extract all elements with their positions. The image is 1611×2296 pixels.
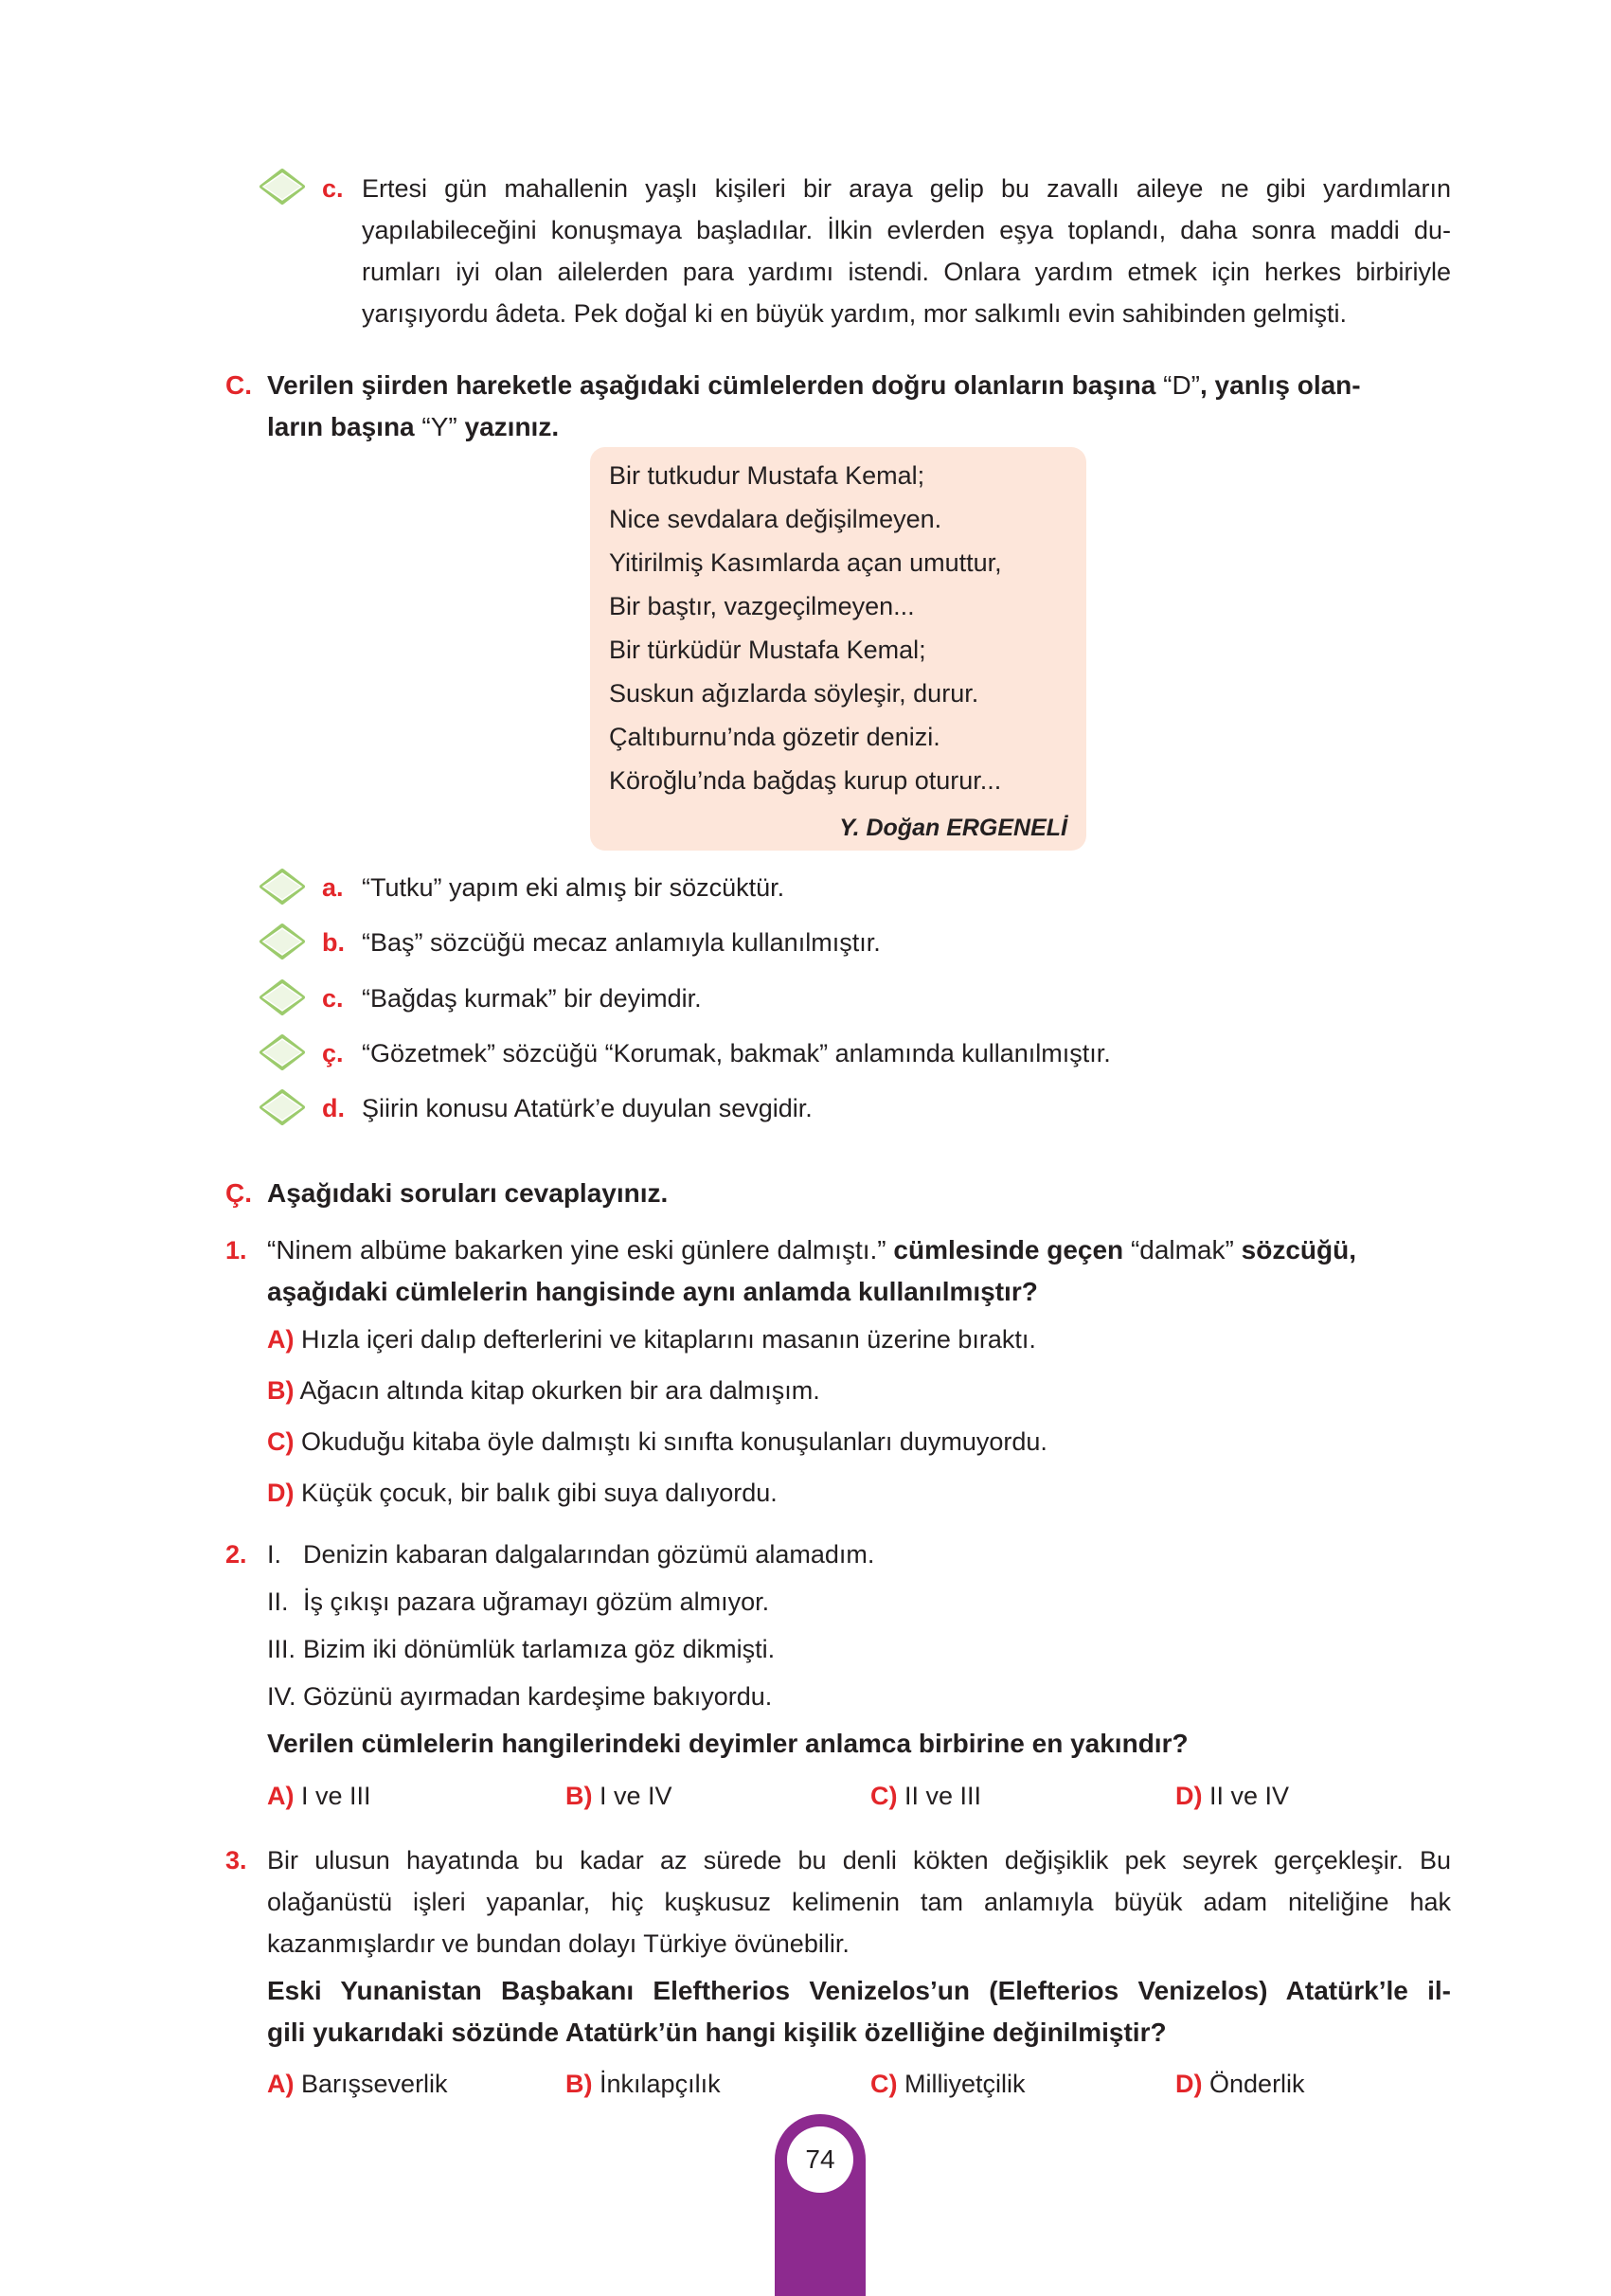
answer-diamond-icon[interactable]: [256, 976, 309, 1019]
section-c-letter: C.: [225, 370, 252, 400]
poem-line: Suskun ağızlarda söyleşir, durur.: [609, 679, 979, 708]
answer-option[interactable]: B) İnkılapçılık: [565, 2070, 721, 2098]
statement-roman: I.: [267, 1540, 282, 1569]
question-stem: “Ninem albüme bakarken yine eski günlere dalmıştı.” cümlesinde geçen “dalmak” sözcüğü,: [267, 1235, 1356, 1265]
section-c-instruction: ların başına “Y” yazınız.: [267, 412, 560, 441]
statement-text: Denizin kabaran dalgalarından gözümü alamadım.: [303, 1540, 875, 1569]
statement-text: Gözünü ayırmadan kardeşime bakıyordu.: [303, 1682, 773, 1711]
statement-text: İş çıkışı pazara uğramayı gözüm almıyor.: [303, 1587, 770, 1616]
question-number: 2.: [225, 1540, 247, 1569]
statement-roman: III.: [267, 1635, 296, 1663]
section-c-instruction: Verilen şiirden hareketle aşağıdaki cümlelerden doğru olanların başına “D”, yanlış olan-: [267, 370, 1361, 400]
poem-author: Y. Doğan ERGENELİ: [839, 815, 1067, 841]
item-text: Şiirin konusu Atatürk’e duyulan sevgidir.: [362, 1094, 813, 1122]
answer-diamond-icon[interactable]: [256, 865, 309, 908]
item-text: “Baş” sözcüğü mecaz anlamıyla kullanılmıştır.: [362, 928, 881, 957]
item-text: “Tutku” yapım eki almış bir sözcüktür.: [362, 873, 785, 902]
answer-option[interactable]: A) Barışseverlik: [267, 2070, 448, 2098]
answer-option[interactable]: A) Hızla içeri dalıp defterlerini ve kitaplarını masanın üzerine bıraktı.: [267, 1325, 1036, 1354]
paragraph-line: olağanüstü işleri yapanlar, hiç kuşkusuz kelimenin tam anlamıyla büyük adam niteliğine hak: [267, 1888, 1451, 1916]
poem-line: Nice sevdalara değişilmeyen.: [609, 505, 942, 533]
answer-diamond-icon[interactable]: [256, 920, 309, 963]
item-letter: c.: [322, 174, 344, 203]
poem-line: Bir tutkudur Mustafa Kemal;: [609, 461, 925, 490]
answer-option[interactable]: C) Okuduğu kitaba öyle dalmıştı ki sınıfta konuşulanları duymuyordu.: [267, 1427, 1047, 1456]
poem-line: Bir baştır, vazgeçilmeyen...: [609, 592, 915, 620]
statement-roman: II.: [267, 1587, 289, 1616]
item-letter: d.: [322, 1094, 345, 1122]
poem-line: Çaltıburnu’nda gözetir denizi.: [609, 723, 940, 751]
question-stem: aşağıdaki cümlelerin hangisinde aynı anlamda kullanılmıştır?: [267, 1277, 1038, 1306]
poem-line: Köroğlu’nda bağdaş kurup oturur...: [609, 766, 1002, 795]
answer-option[interactable]: B) Ağacın altında kitap okurken bir ara dalmışım.: [267, 1376, 820, 1405]
item-letter: c.: [322, 984, 344, 1013]
answer-diamond-icon[interactable]: [256, 1085, 309, 1129]
paragraph-line: rumları iyi olan ailelerden para yardımı istendi. Onlara yardım etmek için herkes birbiriyle: [362, 258, 1451, 286]
answer-option[interactable]: C) Milliyetçilik: [870, 2070, 1026, 2098]
answer-diamond-icon[interactable]: [256, 1031, 309, 1074]
answer-option[interactable]: A) I ve III: [267, 1782, 371, 1810]
poem-line: Yitirilmiş Kasımlarda açan umuttur,: [609, 548, 1002, 577]
page-number: 74: [787, 2126, 853, 2193]
answer-option[interactable]: D) II ve IV: [1175, 1782, 1290, 1810]
paragraph-line: Ertesi gün mahallenin yaşlı kişileri bir araya gelip bu zavallı aileye ne gibi yardımların: [362, 174, 1451, 203]
question-stem: Verilen cümlelerin hangilerindeki deyimler anlamca birbirine en yakındır?: [267, 1729, 1189, 1758]
answer-option[interactable]: D) Küçük çocuk, bir balık gibi suya dalıyordu.: [267, 1479, 778, 1507]
answer-diamond-icon[interactable]: [256, 165, 309, 208]
question-number: 3.: [225, 1846, 247, 1874]
item-letter: b.: [322, 928, 345, 957]
item-letter: ç.: [322, 1039, 344, 1067]
item-text: “Bağdaş kurmak” bir deyimdir.: [362, 984, 702, 1013]
paragraph-line: Bir ulusun hayatında bu kadar az sürede bu denli kökten değişiklik pek seyrek gerçekleşir. Bu: [267, 1846, 1451, 1874]
item-letter: a.: [322, 873, 344, 902]
section-cc-letter: Ç.: [225, 1178, 252, 1208]
question-stem: Eski Yunanistan Başbakanı Eleftherios Venizelos’un (Elefterios Venizelos) Atatürk’le il-: [267, 1976, 1451, 2005]
statement-roman: IV.: [267, 1682, 296, 1711]
item-text: “Gözetmek” sözcüğü “Korumak, bakmak” anlamında kullanılmıştır.: [362, 1039, 1111, 1067]
statement-text: Bizim iki dönümlük tarlamıza göz dikmişti.: [303, 1635, 776, 1663]
paragraph-line: yapılabileceğini konuşmaya başladılar. İlkin evlerden eşya toplandı, daha sonra maddi du-: [362, 216, 1451, 244]
answer-option[interactable]: D) Önderlik: [1175, 2070, 1305, 2098]
paragraph-line: kazanmışlardır ve bundan dolayı Türkiye övünebilir.: [267, 1929, 850, 1958]
question-number: 1.: [225, 1236, 247, 1265]
question-stem: gili yukarıdaki sözünde Atatürk’ün hangi kişilik özelliğine değinilmiştir?: [267, 2018, 1167, 2047]
answer-option[interactable]: C) II ve III: [870, 1782, 982, 1810]
poem-line: Bir türküdür Mustafa Kemal;: [609, 636, 926, 664]
answer-option[interactable]: B) I ve IV: [565, 1782, 672, 1810]
section-cc-instruction: Aşağıdaki soruları cevaplayınız.: [267, 1178, 669, 1208]
paragraph-line: yarışıyordu âdeta. Pek doğal ki en büyük yardım, mor salkımlı evin sahibinden gelmişti.: [362, 299, 1347, 328]
